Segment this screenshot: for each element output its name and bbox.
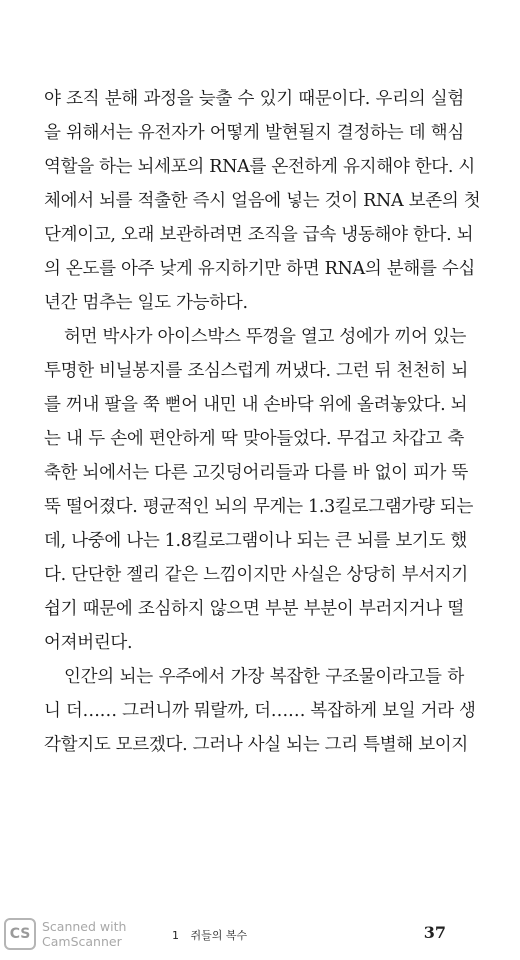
text-line: 의 온도를 아주 낮게 유지하기만 하면 RNA의 분해를 수십 [44, 259, 476, 279]
text-line: 단계이고, 오래 보관하려면 조직을 급속 냉동해야 한다. 뇌 [44, 225, 474, 245]
chapter-title: 쥐들의 복수 [190, 929, 248, 942]
text-line: 어져버린다. [44, 633, 133, 653]
text-line: 뚝 떨어졌다. 평균적인 뇌의 무게는 1.3킬로그램가량 되는 [44, 497, 474, 517]
text-line: 년간 멈추는 일도 가능하다. [44, 293, 248, 313]
text-line: 투명한 비닐봉지를 조심스럽게 꺼냈다. 그런 뒤 천천히 뇌 [44, 361, 469, 381]
body-text [44, 82, 481, 762]
scanner-line-2: CamScanner [42, 934, 122, 949]
text-line: 체에서 뇌를 적출한 즉시 얼음에 넣는 것이 RNA 보존의 첫 [44, 191, 481, 211]
chapter-number: 1 [172, 929, 179, 942]
text-line: 을 위해서는 유전자가 어떻게 발현될지 결정하는 데 핵심 [44, 123, 464, 143]
page-number: 37 [423, 923, 446, 942]
text-line: 각할지도 모르겠다. 그러나 사실 뇌는 그리 특별해 보이지 [44, 735, 469, 755]
text-line: 허먼 박사가 아이스박스 뚜껑을 열고 성에가 끼어 있는 [64, 327, 467, 347]
text-line: 다. 단단한 젤리 같은 느낌이지만 사실은 상당히 부서지기 [44, 565, 469, 585]
scanner-watermark [42, 919, 126, 949]
text-line: 쉽기 때문에 조심하지 않으면 부분 부분이 부러지거나 떨 [44, 599, 464, 619]
text-line: 를 꺼내 팔을 쭉 뻗어 내민 내 손바닥 위에 올려놓았다. 뇌 [44, 395, 468, 415]
text-line: 는 내 두 손에 편안하게 딱 맞아들었다. 무겁고 차갑고 축 [44, 429, 464, 449]
text-line: 데, 나중에 나는 1.8킬로그램이나 되는 큰 뇌를 보기도 했 [44, 531, 467, 551]
camscanner-logo-icon: CS [4, 918, 36, 950]
text-line: 역할을 하는 뇌세포의 RNA를 온전하게 유지해야 한다. 시 [44, 157, 476, 177]
text-line: 축한 뇌에서는 다른 고깃덩어리들과 다를 바 없이 피가 뚝 [44, 463, 469, 483]
scanner-line-1: Scanned with [42, 919, 127, 934]
running-header [172, 927, 247, 943]
text-line: 니 더…… 그러니까 뭐랄까, 더…… 복잡하게 보일 거라 생 [44, 701, 476, 721]
page-footer [0, 915, 520, 955]
text-line: 야 조직 분해 과정을 늦출 수 있기 때문이다. 우리의 실험 [44, 89, 464, 109]
text-line: 인간의 뇌는 우주에서 가장 복잡한 구조물이라고들 하 [64, 667, 464, 687]
